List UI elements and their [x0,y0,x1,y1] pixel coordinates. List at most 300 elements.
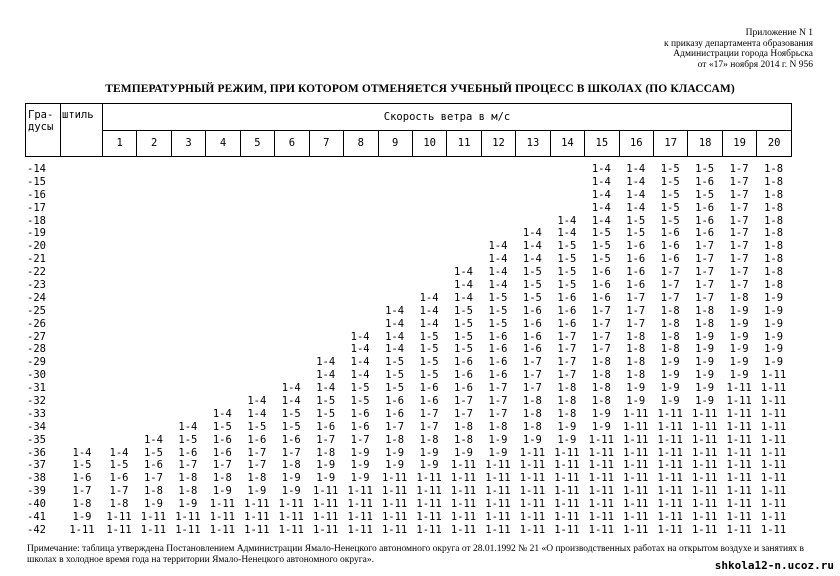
grade-range-cell: 1-4 [385,304,405,317]
temperature-cell: -34 [27,420,46,433]
grade-range-cell: 1-11 [140,511,167,524]
grade-range-cell: 1-11 [278,511,304,524]
grade-range-cell: 1-11 [691,446,718,459]
grade-range-cell: 1-7 [247,459,267,472]
grade-range-cell: 1-6 [247,433,267,446]
grade-range-cell: 1-11 [623,446,649,459]
grade-range-cell: 1-7 [488,407,508,420]
grade-range-cell: 1-11 [623,523,649,536]
grade-range-cell: 1-11 [485,498,511,511]
temperature-cell: -36 [27,446,46,459]
grade-range-cell: 1-11 [726,382,752,395]
grade-range-cell: 1-11 [657,433,683,446]
grade-range-cell: 1-11 [623,459,649,472]
grade-range-cell: 1-9 [764,343,784,356]
temperature-cell: -15 [27,175,46,188]
grade-range-cell: 1-11 [588,459,614,472]
temperature-cell: -21 [27,253,46,266]
grade-range-cell: 1-4 [591,214,611,227]
grade-range-cell: 1-8 [454,433,473,446]
speed-header-cell: 13 [516,130,550,157]
grade-range-cell: 1-5 [419,330,439,343]
grade-range-cell: 1-5 [660,175,680,188]
speed-header-cell: 8 [344,130,378,157]
grade-range-cell: 1-9 [660,382,680,395]
grade-range-cell: 1-9 [695,395,715,408]
grade-range-cell: 1-7 [729,227,749,240]
grade-range-cell: 1-11 [760,511,787,524]
grade-range-cell: 1-7 [660,279,680,292]
grade-range-cell: 1-5 [488,291,508,304]
grade-range-cell: 1-11 [760,472,787,485]
grade-range-cell: 1-6 [281,433,301,446]
grade-range-cell: 1-4 [488,240,508,253]
grade-range-cell: 1-5 [695,188,715,201]
grade-range-cell: 1-11 [588,523,614,536]
grade-range-cell: 1-6 [72,472,92,485]
grade-range-cell: 1-7 [660,266,680,279]
grade-range-cell: 1-4 [316,369,336,382]
grade-range-cell: 1-7 [316,433,336,446]
grade-range-cell: 1-6 [419,395,439,408]
grade-range-cell: 1-8 [764,175,784,188]
grade-range-cell: 1-11 [381,498,408,511]
grade-range-cell: 1-8 [660,317,680,330]
grade-range-cell: 1-8 [591,369,611,382]
grade-range-cell: 1-4 [419,317,439,330]
grade-range-cell: 1-5 [419,356,439,369]
grade-range-cell: 1-11 [313,485,339,498]
grade-range-cell: 1-11 [691,433,718,446]
grade-range-cell: 1-6 [522,304,542,317]
grade-range-cell: 1-4 [350,356,370,369]
grade-range-cell: 1-11 [623,511,649,524]
temperature-cell: -19 [27,227,46,240]
grade-range-cell: 1-11 [175,523,201,536]
grade-range-cell: 1-11 [691,498,718,511]
grade-range-cell: 1-7 [385,420,405,433]
grade-range-cell: 1-7 [522,382,542,395]
grade-range-cell: 1-9 [178,498,198,511]
grade-range-cell: 1-4 [109,446,129,459]
grade-range-cell: 1-11 [623,485,649,498]
speed-header-cell: 4 [206,130,240,157]
speed-header-cell: 3 [171,130,205,157]
grade-range-cell: 1-11 [588,498,614,511]
grade-range-cell: 1-4 [488,279,508,292]
grade-range-cell: 1-8 [316,446,336,459]
grade-range-cell: 1-9 [591,407,611,420]
grade-range-cell: 1-11 [760,369,787,382]
grade-range-cell: 1-7 [729,266,749,279]
grade-range-cell: 1-11 [416,472,442,485]
grade-range-cell: 1-5 [316,407,336,420]
grade-range-cell: 1-6 [695,201,715,214]
grade-range-cell: 1-11 [726,498,752,511]
grade-range-cell: 1-8 [660,343,680,356]
grade-range-cell: 1-4 [316,356,336,369]
grade-range-cell: 1-11 [416,511,442,524]
grade-range-cell: 1-11 [519,446,546,459]
grade-range-cell: 1-9 [660,369,680,382]
grade-range-cell: 1-5 [557,266,577,279]
grade-range-cell: 1-6 [695,175,715,188]
grade-range-cell: 1-11 [381,511,408,524]
grade-range-cell: 1-4 [281,382,301,395]
grade-range-cell: 1-11 [554,523,580,536]
grade-range-cell: 1-4 [557,214,577,227]
grade-range-cell: 1-8 [591,356,611,369]
grade-range-cell: 1-11 [106,511,132,524]
grade-range-cell: 1-6 [591,266,611,279]
grade-range-cell: 1-6 [626,240,646,253]
grade-range-cell: 1-11 [485,472,511,485]
grade-range-cell: 1-7 [143,472,163,485]
grade-range-cell: 1-9 [729,343,749,356]
temperature-cell: -28 [27,343,46,356]
grade-range-cell: 1-4 [350,369,370,382]
grade-range-cell: 1-4 [454,279,473,292]
grade-range-cell: 1-11 [244,498,270,511]
grade-range-cell: 1-6 [419,382,439,395]
grade-range-cell: 1-6 [557,317,577,330]
grade-range-cell: 1-8 [212,472,232,485]
speed-header-cell: 16 [619,130,653,157]
grade-range-cell: 1-11 [657,446,683,459]
appendix-line: от «17» ноября 2014 г. N 956 [697,59,813,70]
grade-range-cell: 1-4 [385,343,405,356]
grade-range-cell: 1-5 [660,201,680,214]
speed-header-cell: 11 [447,130,481,157]
grade-range-cell: 1-8 [626,356,646,369]
grade-range-cell: 1-5 [109,459,129,472]
document-title: ТЕМПЕРАТУРНЫЙ РЕЖИМ, ПРИ КОТОРОМ ОТМЕНЯЕТСЯ УЧЕБНЫЙ ПРОЦЕСС В ШКОЛАХ (ПО КЛАССАМ) [105,83,735,95]
grade-range-cell: 1-8 [764,266,784,279]
grade-range-cell: 1-9 [695,369,715,382]
grade-range-cell: 1-11 [691,407,718,420]
grade-range-cell: 1-4 [591,163,611,175]
grade-range-cell: 1-8 [281,459,301,472]
grade-range-cell: 1-4 [350,330,370,343]
grade-range-cell: 1-6 [212,433,232,446]
grade-range-cell: 1-6 [626,266,646,279]
grade-range-cell: 1-11 [416,485,442,498]
grade-range-cell: 1-9 [350,446,370,459]
grade-range-cell: 1-8 [591,382,611,395]
grade-range-cell: 1-5 [247,420,267,433]
speed-header-cell: 20 [757,130,792,157]
grade-range-cell: 1-11 [554,485,580,498]
grade-range-cell: 1-7 [729,175,749,188]
temperature-cell: -25 [27,304,46,317]
grade-range-cell: 1-9 [591,420,611,433]
grade-range-cell: 1-11 [485,485,511,498]
temperature-cell: -14 [27,163,46,175]
grade-range-cell: 1-5 [660,163,680,175]
grade-range-cell: 1-6 [660,227,680,240]
temperature-cell: -30 [27,369,46,382]
grade-range-cell: 1-6 [591,291,611,304]
grade-range-cell: 1-11 [691,420,718,433]
grade-range-cell: 1-11 [381,472,408,485]
grade-range-cell: 1-4 [247,407,267,420]
grade-range-cell: 1-7 [695,266,715,279]
temperature-cell: -27 [27,330,46,343]
grade-range-cell: 1-7 [695,240,715,253]
grade-range-cell: 1-6 [488,330,508,343]
grade-range-cell: 1-5 [454,343,473,356]
grade-range-cell: 1-6 [143,459,163,472]
grade-range-cell: 1-7 [729,253,749,266]
temperature-cell: -16 [27,188,46,201]
grade-range-cell: 1-11 [209,523,235,536]
grade-range-cell: 1-7 [660,291,680,304]
grade-range-cell: 1-7 [488,395,508,408]
grade-range-cell: 1-4 [143,433,163,446]
grade-range-cell: 1-6 [695,227,715,240]
grade-range-cell: 1-5 [557,253,577,266]
grade-range-cell: 1-11 [554,446,580,459]
speed-header-cell: 7 [309,130,343,157]
temperature-cell: -24 [27,291,46,304]
grade-range-cell: 1-6 [109,472,129,485]
grade-range-cell: 1-11 [485,459,511,472]
grade-range-cell: 1-8 [764,214,784,227]
grade-range-cell: 1-11 [244,523,270,536]
temperature-cell: -17 [27,201,46,214]
grade-range-cell: 1-5 [281,420,301,433]
grade-range-cell: 1-11 [691,459,718,472]
grade-range-cell: 1-11 [69,523,95,536]
grade-range-cell: 1-6 [626,253,646,266]
grade-range-cell: 1-11 [347,485,373,498]
grade-range-cell: 1-11 [519,459,546,472]
temperature-cell: -42 [27,523,46,536]
grade-range-cell: 1-5 [454,317,473,330]
grade-range-cell: 1-11 [691,472,718,485]
grade-range-cell: 1-11 [347,498,373,511]
grade-range-cell: 1-9 [316,472,336,485]
grade-range-cell: 1-11 [623,498,649,511]
grade-range-cell: 1-4 [626,163,646,175]
grade-range-cell: 1-11 [450,523,477,536]
grade-range-cell: 1-4 [419,304,439,317]
grade-range-cell: 1-9 [385,459,405,472]
grade-range-cell: 1-11 [347,511,373,524]
grade-range-cell: 1-11 [140,523,167,536]
grade-range-cell: 1-9 [454,446,473,459]
grade-range-cell: 1-7 [454,395,473,408]
grade-range-cell: 1-9 [385,446,405,459]
appendix-block [513,28,813,70]
grade-range-cell: 1-9 [626,382,646,395]
grade-range-cell: 1-6 [591,279,611,292]
speed-header-cell: 14 [550,130,584,157]
grade-range-cell: 1-11 [450,485,477,498]
grade-range-cell: 1-11 [313,523,339,536]
grade-range-cell: 1-8 [764,240,784,253]
grade-range-cell: 1-5 [591,240,611,253]
grade-range-cell: 1-4 [591,201,611,214]
grade-range-cell: 1-11 [657,459,683,472]
grade-range-cell: 1-4 [350,343,370,356]
grade-range-cell: 1-4 [385,317,405,330]
grade-range-cell: 1-11 [657,498,683,511]
grade-range-cell: 1-11 [175,511,201,524]
grade-range-cell: 1-5 [660,188,680,201]
temperature-cell: -35 [27,433,46,446]
speed-header-cell: 10 [412,130,446,157]
grade-range-cell: 1-5 [695,163,715,175]
grade-range-cell: 1-8 [764,163,784,175]
grade-range-cell: 1-8 [764,201,784,214]
grade-range-cell: 1-11 [760,446,787,459]
grade-range-cell: 1-8 [764,279,784,292]
grade-range-cell: 1-6 [660,253,680,266]
grade-range-cell: 1-4 [385,330,405,343]
speed-header-cell: 15 [585,130,619,157]
grade-range-cell: 1-9 [419,459,439,472]
grade-range-cell: 1-4 [212,407,232,420]
calm-header: штиль [61,104,103,157]
grade-range-cell: 1-8 [557,407,577,420]
grade-range-cell: 1-6 [488,369,508,382]
speed-header-cell: 6 [275,130,309,157]
grade-range-cell: 1-9 [350,472,370,485]
grade-range-cell: 1-7 [419,407,439,420]
grade-range-cell: 1-5 [281,407,301,420]
grade-range-cell: 1-5 [660,214,680,227]
grade-range-cell: 1-11 [519,511,546,524]
grade-range-cell: 1-6 [660,240,680,253]
grade-range-cell: 1-11 [450,511,477,524]
grade-range-cell: 1-4 [591,188,611,201]
grade-range-cell: 1-9 [729,356,749,369]
grade-range-cell: 1-11 [588,433,614,446]
grade-range-cell: 1-11 [450,498,477,511]
grade-range-cell: 1-11 [760,420,787,433]
grade-range-cell: 1-8 [660,330,680,343]
grade-range-cell: 1-4 [488,266,508,279]
grade-range-cell: 1-5 [626,214,646,227]
grade-range-cell: 1-9 [488,433,508,446]
grade-range-cell: 1-11 [588,511,614,524]
grade-range-cell: 1-6 [695,214,715,227]
grade-range-cell: 1-6 [454,382,473,395]
grade-range-cell: 1-7 [212,459,232,472]
grade-range-cell: 1-11 [416,498,442,511]
grade-range-cell: 1-8 [695,317,715,330]
appendix-line: к приказу департамента образования [663,38,813,49]
grade-range-cell: 1-6 [385,395,405,408]
grade-range-cell: 1-11 [209,511,235,524]
grade-range-cell: 1-9 [729,317,749,330]
grade-range-cell: 1-11 [519,485,546,498]
grade-range-cell: 1-9 [764,317,784,330]
grade-range-cell: 1-11 [726,446,752,459]
grade-range-cell: 1-5 [522,266,542,279]
grade-range-cell: 1-7 [626,291,646,304]
grade-range-cell: 1-4 [178,420,198,433]
grade-range-cell: 1-11 [760,459,787,472]
temperature-cell: -33 [27,407,46,420]
wind-speed-header: Скорость ветра в м/с [103,104,792,131]
grade-range-cell: 1-5 [72,459,92,472]
grade-range-cell: 1-11 [760,395,787,408]
appendix-line: Приложение N 1 [745,28,813,38]
temperature-cell: -23 [27,279,46,292]
grade-range-cell: 1-7 [729,279,749,292]
grade-range-cell: 1-11 [106,523,132,536]
grade-range-cell: 1-8 [247,472,267,485]
grade-range-cell: 1-11 [691,523,718,536]
grade-range-cell: 1-4 [72,446,92,459]
grade-range-cell: 1-11 [726,459,752,472]
grade-range-cell: 1-11 [657,420,683,433]
grade-range-cell: 1-11 [244,511,270,524]
grade-range-cell: 1-7 [695,279,715,292]
grade-range-cell: 1-4 [454,266,473,279]
grade-range-cell: 1-9 [764,304,784,317]
grade-range-cell: 1-11 [381,523,408,536]
grade-range-cell: 1-5 [591,253,611,266]
grade-range-cell: 1-11 [347,523,373,536]
grade-range-cell: 1-11 [209,498,235,511]
grade-range-cell: 1-11 [416,523,442,536]
grade-range-cell: 1-11 [588,485,614,498]
speed-header-cell: 12 [481,130,515,157]
grade-range-cell: 1-4 [247,395,267,408]
temperature-cell: -40 [27,498,46,511]
grade-range-cell: 1-7 [626,304,646,317]
grade-range-cell: 1-11 [760,523,787,536]
grade-range-cell: 1-8 [109,498,129,511]
grade-range-cell: 1-8 [522,395,542,408]
grade-range-cell: 1-9 [350,459,370,472]
grade-range-cell: 1-8 [454,420,473,433]
grade-range-cell: 1-8 [591,395,611,408]
grade-range-cell: 1-9 [557,420,577,433]
grade-range-cell: 1-7 [695,291,715,304]
grade-range-cell: 1-4 [591,175,611,188]
grade-range-cell: 1-9 [729,330,749,343]
grade-range-cell: 1-6 [522,317,542,330]
grade-range-cell: 1-9 [557,433,577,446]
grade-range-cell: 1-6 [626,279,646,292]
grade-range-cell: 1-9 [695,356,715,369]
grade-range-cell: 1-9 [729,369,749,382]
grade-range-cell: 1-8 [660,304,680,317]
grade-range-cell: 1-11 [485,523,511,536]
grade-range-cell: 1-9 [660,356,680,369]
grade-range-cell: 1-5 [522,279,542,292]
appendix-line: Администрации города Ноябрьска [673,49,813,59]
grade-range-cell: 1-5 [488,304,508,317]
grade-range-cell: 1-11 [691,485,718,498]
grade-range-cell: 1-5 [385,356,405,369]
grade-range-cell: 1-5 [350,382,370,395]
grade-range-cell: 1-5 [178,433,198,446]
grade-range-cell: 1-5 [454,330,473,343]
grade-range-cell: 1-5 [419,343,439,356]
grade-range-cell: 1-11 [450,472,477,485]
grade-range-cell: 1-9 [212,485,232,498]
grade-range-cell: 1-6 [557,304,577,317]
speed-header-cell: 19 [722,130,756,157]
grade-range-cell: 1-8 [488,420,508,433]
grade-range-cell: 1-7 [350,433,370,446]
grade-range-cell: 1-11 [760,433,787,446]
